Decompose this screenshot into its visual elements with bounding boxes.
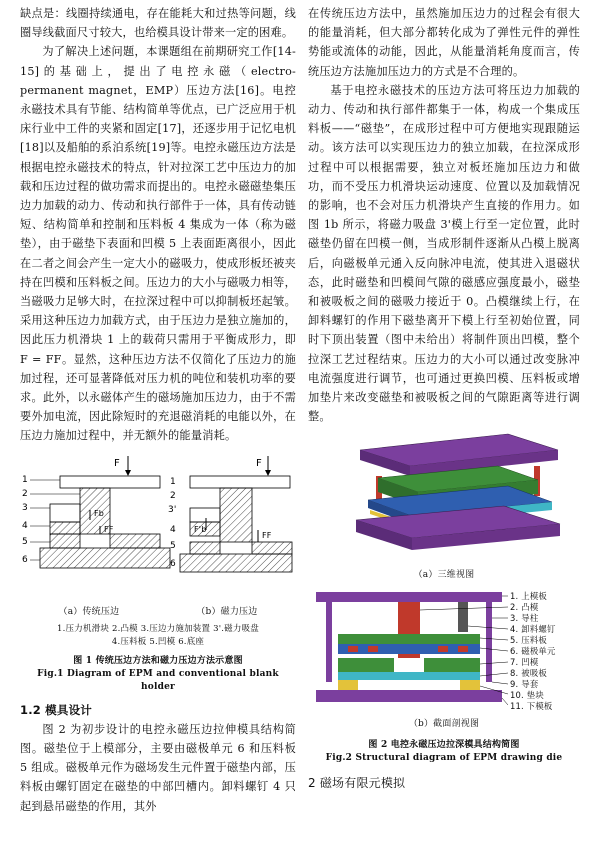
- section-heading-2: 2 磁场有限元模拟: [308, 775, 406, 790]
- figure-1-legend-line1: 1.压力机滑块 2.凸模 3.压边力施加装置 3'.磁力吸盘: [57, 623, 259, 634]
- figure-2a-3d-view: [308, 430, 580, 562]
- part-label: 10. 垫块: [510, 689, 544, 700]
- part-label: 1. 上模板: [510, 590, 547, 601]
- figure-1a-drawing: [22, 456, 170, 568]
- svg-text:F'b: F'b: [194, 524, 207, 534]
- figure-2b-section-view: [308, 590, 508, 716]
- part-label: 2. 凸模: [510, 601, 539, 612]
- figure-1-title-cn: 图 1 传统压边方法和磁力压边方法示意图: [73, 655, 243, 666]
- part-label: 7. 凹模: [510, 656, 539, 667]
- svg-text:6: 6: [22, 554, 28, 565]
- left-paragraph-1: 为了解决上述问题，本课题组在前期研究工作[14-15]的基础上，提出了电控永磁（electro-permanent magnet，EMP）压边方法[16]。电控永磁技术具有节能、结构简单等优点，已广泛应用于机床行业中工件的夹紧和固定[17]，还逐步用于记忆电机[18]以及船舶的系泊系统[19]等。电控永磁压边方法是根据电控永磁技术的特点，针对拉深工艺中压边力的加载和压边过程的做功需求而提出的。电控永磁磁垫集压边力加载的动力、传动和执行部件于一体，具有传动链短、结构简单和控制和压料板 4 集成为一体（称为磁垫），由于磁垫下表面和凹模 5 上表面距离很小，因此在二者之间会产生一定大小的磁吸力，使成形板坯被夹持在凹模和压料板之间。压边力的大小与磁吸力相等，当磁吸力足够大时，在拉深过程中可以抑制板坯起皱。采用这种压边力加载方式，由于压边力是独立施加的，因此压力机滑块 1 上的载荷只需用于平衡成形力，即 F = FF。显然，这种压边方法不仅简化了压边力的施加过程，还可显著降低对压力机的吨位和装机功率的要求。此外，以永磁体产生的磁场施加压边力，由于不需要外加电流，因此除短时的充退磁消耗的电能以外，在压边力施加过程中，并无额外的能量消耗。: [20, 45, 296, 443]
- svg-text:4: 4: [170, 524, 176, 535]
- figure-1a-caption: （a）传统压边: [58, 606, 120, 617]
- left-paragraph-0: 缺点是：线圈持续通电，存在能耗大和过热等问题，线圈导线截面尺寸较大，也给模具设计带来一定的困难。: [20, 7, 296, 40]
- part-label: 9. 导套: [510, 678, 539, 689]
- svg-text:1: 1: [170, 476, 176, 487]
- svg-text:FF: FF: [104, 524, 114, 534]
- svg-text:F: F: [256, 457, 262, 469]
- svg-text:5: 5: [22, 536, 28, 547]
- part-label: 3. 导柱: [510, 612, 539, 623]
- svg-text:FF: FF: [262, 530, 272, 540]
- part-label: 4. 卸料螺钉: [510, 623, 556, 634]
- section-heading-1-2: 1.2 模具设计: [20, 702, 92, 717]
- left-column: [20, 4, 296, 816]
- figure-2-title-cn: 图 2 电控永磁压边拉深模具结构简图: [368, 739, 520, 750]
- svg-text:1: 1: [22, 474, 28, 485]
- right-column: [308, 4, 580, 793]
- figure-2: [308, 430, 580, 764]
- svg-text:4: 4: [22, 520, 28, 531]
- figure-1b-drawing: [168, 456, 292, 572]
- figure-1-title-en: Fig.1 Diagram of EPM and conventional blank holder: [37, 668, 279, 692]
- figure-2b-part-list: [508, 591, 556, 716]
- svg-text:6: 6: [170, 558, 176, 569]
- figure-2a-caption: （a）三维视图: [413, 569, 475, 580]
- figure-2-title-en: Fig.2 Structural diagram of EPM drawing die: [325, 752, 563, 763]
- svg-text:5: 5: [170, 540, 176, 551]
- svg-text:3': 3': [168, 504, 177, 515]
- figure-2b-block: [308, 590, 580, 716]
- part-label: 6. 磁极单元: [510, 645, 556, 656]
- part-label: 5. 压料板: [510, 634, 547, 645]
- figure-1b-caption: （b）磁力压边: [196, 606, 258, 617]
- left-paragraph-2: 图 2 为初步设计的电控永磁压边拉伸模具结构简图。磁垫位于上模部分，主要由磁极单元 6 和压料板 5 组成。磁极单元作为磁场发生元件置于磁垫内部，压料板由螺钉固定在磁垫的中部凹槽内。卸料螺钉 4 只起到悬吊磁垫的作用，其外: [20, 722, 296, 813]
- svg-text:2: 2: [170, 490, 176, 501]
- part-label: 11. 下模板: [510, 700, 553, 711]
- figure-2b-caption: （b）截面剖视图: [408, 718, 480, 729]
- right-paragraph-1: 基于电控永磁技术的压边方法可将压边力加载的动力、传动和执行部件都集于一体，构成一个集成压料板——“磁垫”，在成形过程中可方便地实现跟随运动。该方法可以实现压边力的独立加载，在拉深成形过程中可以根据需要，独立对板坯施加压边力和做功，而不受压力机滑块运动速度、位置以及加载情况的影响，也不会对压力机滑块产生直接的作用力。如图 1b 所示，将磁力吸盘 3'模上行至一定位置，此时磁垫仍留在凹模一侧，当成形制件逐渐从凸模上脱离后，向磁极单元通入反向脉冲电流，使其进入退磁状态，此时磁垫和凹模间气隙的磁感应强度最小，磁垫和被吸板之间的磁吸力接近于 0。凸模继续上行，在卸料螺钉的作用下磁垫离开下模上行至初始位置，同时下顶出装置（图中未给出）将制件顶出凹模，整个拉深工艺过程结束。压边力的大小可以通过改变脉冲电流强度进行调节，也可通过更换凹模、压料板或增加垫片来改变磁垫和被吸板之间的气隙距离等进行调整。: [308, 83, 580, 424]
- svg-text:Fb: Fb: [94, 508, 105, 518]
- label-F-a: F: [114, 457, 120, 469]
- figure-1-legend-line2: 4.压料板 5.凹模 6.底座: [111, 636, 205, 647]
- figure-1: [20, 452, 296, 694]
- part-label: 8. 被吸板: [510, 667, 547, 678]
- svg-text:3: 3: [22, 502, 28, 513]
- svg-text:2: 2: [22, 488, 28, 499]
- figure-1-diagram: [20, 452, 296, 600]
- figure-1-subcaptions: [20, 606, 296, 619]
- right-paragraph-0: 在传统压边方法中，虽然施加压边力的过程会有很大的能量消耗，但大部分都转化成为了弹性元件的弹性势能或流体的动能，因此，从能量消耗角度而言，传统压边方法施加压边力的方式是不合理的。: [308, 7, 580, 78]
